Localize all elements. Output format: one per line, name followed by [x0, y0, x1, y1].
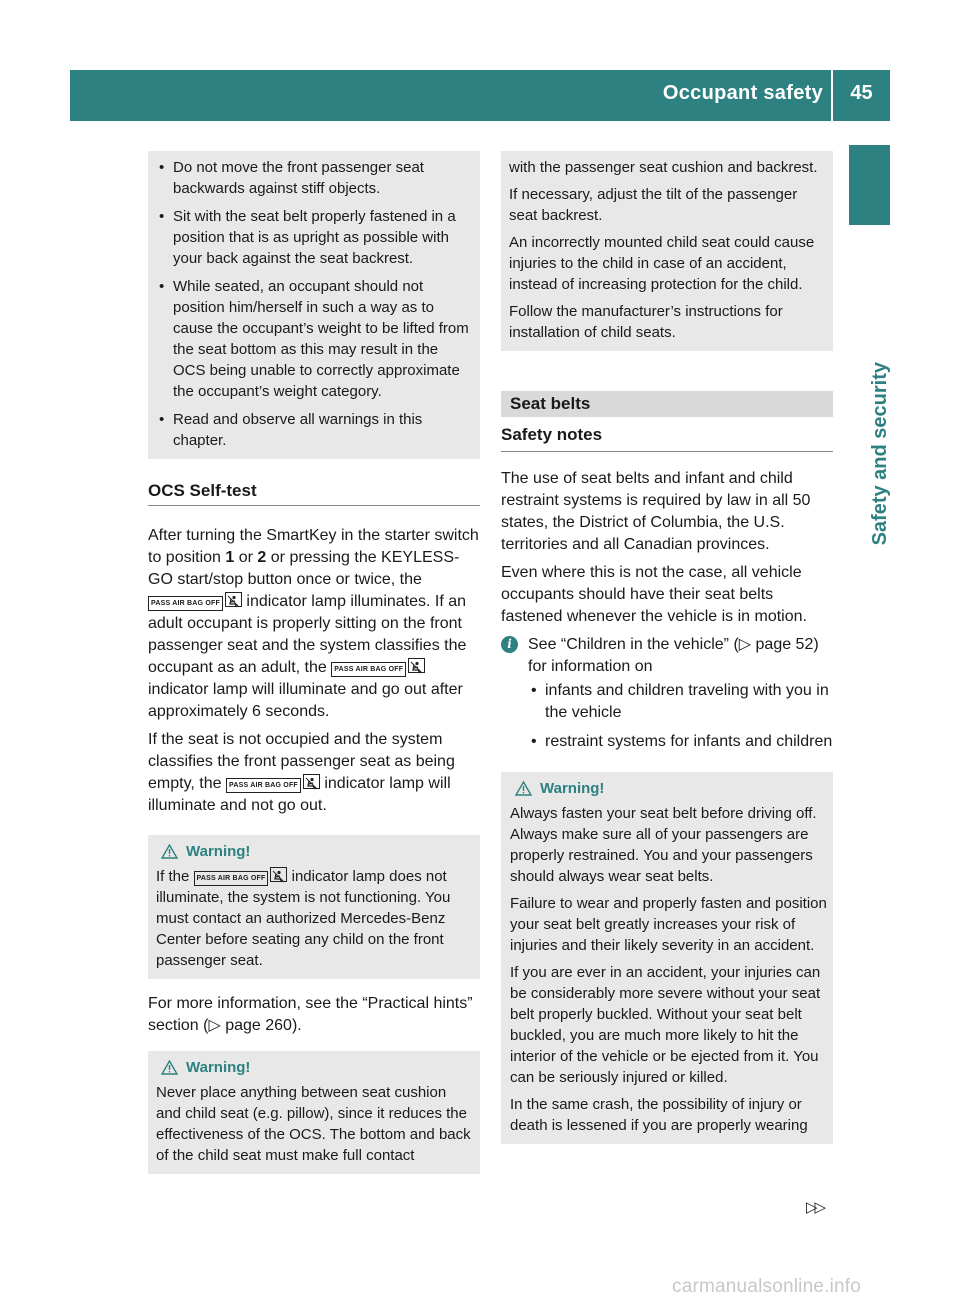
child-seat-icon	[408, 658, 425, 673]
warning-box	[501, 772, 833, 1144]
list-item: • While seated, an occupant should not position him/herself in such a way as to cause the occupant’s weight to be lifted from the seat bottom as this may result in the OCS being unable to correctly approximate the occupant’s weight category.	[156, 276, 472, 402]
practical-hints-paragraph: For more information, see the “Practical hints” section (▷ page 260).	[148, 995, 473, 1034]
warning-heading: Warning!	[156, 841, 472, 862]
warning-box	[148, 1051, 480, 1174]
motion-paragraph: Even where this is not the case, all vehicle occupants should have their seat belts fastened whenever the vehicle is in motion.	[501, 564, 807, 625]
law-paragraph: The use of seat belts and infant and child restraint systems is required by law in all 50 states, the District of Columbia, the U.S. territories and all Canadian provinces.	[501, 470, 811, 553]
pass-air-bag-off-badge: PASS AIR BAG OFF	[331, 662, 406, 677]
left-column	[148, 151, 480, 1174]
info-icon: i	[501, 636, 518, 653]
continue-arrow-icon: ▷▷	[806, 1199, 824, 1216]
warning-text: If the PASS AIR BAG OFF indicator lamp does not illuminate, the system is not functioning. You must contact an authorized Mercedes-Benz Center before seating any child on the front passenger seat.	[156, 868, 451, 969]
right-column	[501, 151, 833, 1144]
seat-belts-section-title: Seat belts	[501, 391, 833, 417]
page-number: 45	[850, 82, 873, 104]
safety-notes-heading: Safety notes	[501, 417, 833, 452]
list-item: • Read and observe all warnings in this chapter.	[156, 409, 472, 451]
ocs-notes-box	[148, 151, 480, 459]
warning-text: Failure to wear and properly fasten and position your seat belt greatly increases your risk of injuries and their likely severity in an accident.	[510, 895, 827, 954]
side-section-label: Safety and security	[869, 362, 891, 546]
list-item: • Sit with the seat belt properly fastened in a position that is as upright as possible with your back against the seat backrest.	[156, 206, 472, 269]
box-paragraph: Follow the manufacturer’s instructions for installation of child seats.	[509, 303, 783, 341]
warning-text: In the same crash, the possibility of injury or death is lessened if you are properly wearing	[510, 1096, 808, 1134]
info-note	[501, 634, 833, 760]
child-seat-continued-box	[501, 151, 833, 351]
warning-triangle-icon	[161, 1060, 178, 1075]
list-item: • infants and children traveling with you in the vehicle	[528, 680, 833, 724]
list-item: • Do not move the front passenger seat backwards against stiff objects.	[156, 157, 472, 199]
page-title: Occupant safety	[662, 82, 823, 104]
pass-air-bag-off-badge: PASS AIR BAG OFF	[226, 778, 301, 793]
box-paragraph: If necessary, adjust the tilt of the passenger seat backrest.	[509, 186, 798, 224]
warning-text: Never place anything between seat cushion and child seat (e.g. pillow), since it reduces the effectiveness of the OCS. The bottom and back of the child seat must make full contact	[156, 1084, 471, 1164]
watermark: carmanualsonline.info	[672, 1276, 862, 1297]
ocs-self-test-heading: OCS Self-test	[148, 481, 480, 506]
box-paragraph: with the passenger seat cushion and backrest.	[509, 159, 818, 176]
pass-air-bag-off-badge: PASS AIR BAG OFF	[194, 871, 269, 886]
child-seat-icon	[225, 592, 242, 607]
warning-heading: Warning!	[510, 778, 827, 799]
warning-text: If you are ever in an accident, your injuries can be considerably more severe without your seat belt properly buckled. Without your seat belt buckled, you are much more likely to hit the interior of the vehicle or be ejected from it. You can be seriously injured or killed.	[510, 964, 821, 1086]
warning-triangle-icon	[515, 781, 532, 796]
box-paragraph: An incorrectly mounted child seat could cause injuries to the child in case of an accident, instead of increasing protection for the child.	[509, 234, 815, 293]
warning-triangle-icon	[161, 844, 178, 859]
list-item: • restraint systems for infants and children	[528, 731, 833, 753]
warning-box	[148, 835, 480, 979]
info-text: See “Children in the vehicle” (▷ page 52) for information on	[528, 636, 819, 675]
warning-heading: Warning!	[156, 1057, 472, 1078]
child-seat-icon	[270, 867, 287, 882]
warning-text: Always fasten your seat belt before driving off. Always make sure all of your passengers are properly restrained. You and your passengers should always wear seat belts.	[510, 805, 817, 885]
child-seat-icon	[303, 774, 320, 789]
pass-air-bag-off-badge: PASS AIR BAG OFF	[148, 596, 223, 611]
side-tab	[849, 145, 890, 225]
empty-seat-paragraph: If the seat is not occupied and the system classifies the front passenger seat as being empty, the PASS AIR BAG OFF indicator lamp will illuminate and not go out.	[148, 731, 455, 814]
self-test-paragraph: After turning the SmartKey in the starter switch to position 1 or 2 or pressing the KEYLESS-GO start/stop button once or twice, the PASS AIR BAG OFF indicator lamp illuminates. If an adult occupant is properly sitting on the front passenger seat and the system classifies the occupant as an adult, the PASS AIR BAG OFF indicator lamp will illuminate and go out after approximately 6 seconds.	[148, 527, 479, 720]
